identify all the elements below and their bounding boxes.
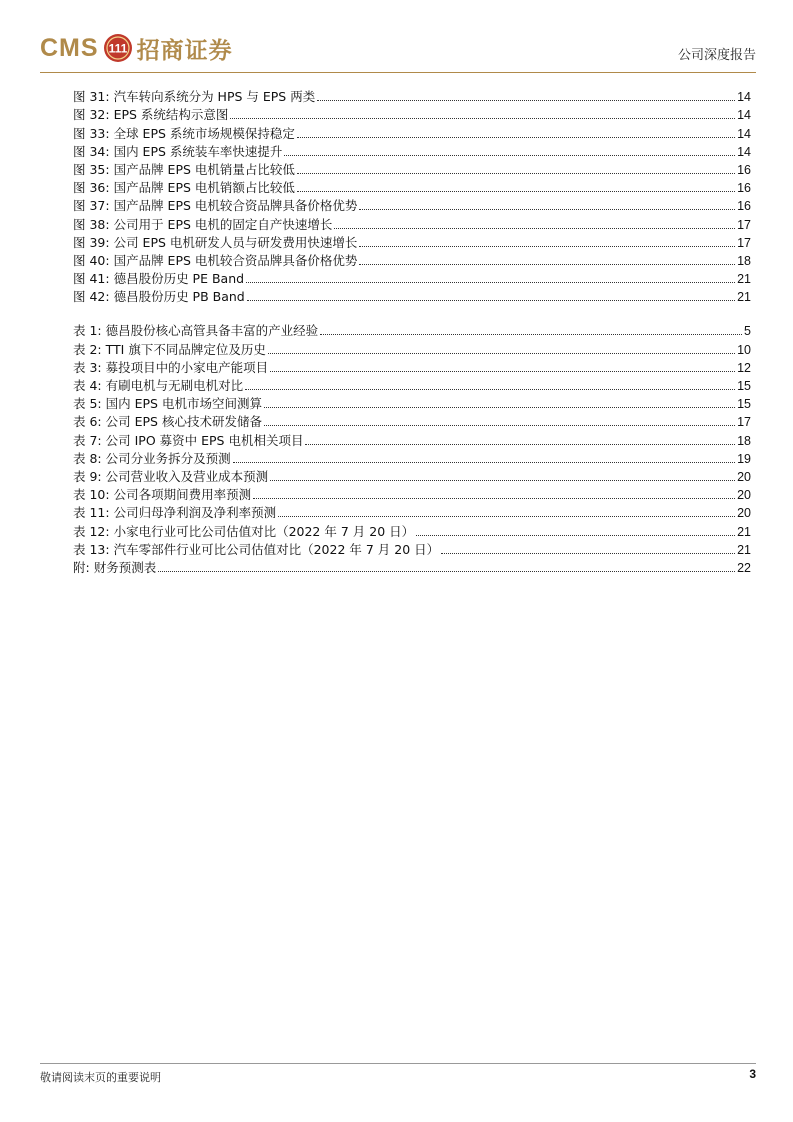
toc-entry-label: 附: (73, 559, 90, 575)
toc-entry-title (73, 524, 414, 540)
toc-entry-text: 国产品牌 EPS 电机较合资品牌具备价格优势 (113, 198, 358, 214)
toc-entry[interactable] (73, 123, 751, 141)
toc-entry-title (73, 469, 268, 485)
toc-leader-dots (359, 264, 735, 265)
toc-entry-title (73, 89, 315, 105)
toc-leader-dots (233, 462, 735, 463)
toc-leader-dots (270, 480, 735, 481)
toc-entry[interactable] (73, 376, 751, 394)
table-list (73, 321, 751, 576)
table-of-contents (73, 87, 751, 576)
toc-entry-page: 14 (737, 144, 751, 159)
toc-entry[interactable] (73, 214, 751, 232)
toc-entry-page: 12 (737, 360, 751, 375)
toc-entry[interactable] (73, 485, 751, 503)
toc-entry-title (73, 144, 282, 160)
toc-leader-dots (297, 173, 735, 174)
toc-entry-page: 21 (737, 272, 751, 287)
toc-entry-text: 小家电行业可比公司估值对比（2022 年 7 月 20 日） (113, 523, 415, 539)
toc-entry-text: 公司 EPS 核心技术研发储备 (105, 414, 262, 430)
toc-entry-page: 21 (737, 524, 751, 539)
toc-entry[interactable] (73, 467, 751, 485)
toc-entry-text: 公司归母净利润及净利率预测 (113, 505, 277, 521)
toc-entry-text: 德昌股份历史 PB Band (113, 289, 245, 305)
toc-entry-label: 表 5: (73, 396, 102, 412)
toc-entry-label: 表 1: (73, 323, 102, 339)
toc-entry-text: 国内 EPS 电机市场空间测算 (105, 396, 262, 412)
toc-entry-label: 图 31: (73, 89, 110, 105)
toc-leader-dots (247, 300, 735, 301)
toc-entry-text: 国内 EPS 系统装车率快速提升 (113, 143, 283, 159)
toc-entry-page: 20 (737, 506, 751, 521)
toc-entry[interactable] (73, 430, 751, 448)
toc-entry-text: 公司用于 EPS 电机的固定自产快速增长 (113, 216, 333, 232)
toc-entry-page: 5 (744, 324, 751, 339)
toc-entry-label: 图 40: (73, 252, 110, 268)
page-header (40, 28, 756, 72)
toc-entry-page: 20 (737, 469, 751, 484)
document-type: 公司深度报告 (677, 48, 756, 63)
toc-leader-dots (297, 137, 735, 138)
toc-leader-dots (359, 246, 735, 247)
toc-entry-title (73, 451, 231, 467)
toc-leader-dots (297, 191, 735, 192)
toc-leader-dots (253, 498, 735, 499)
toc-entry[interactable] (73, 521, 751, 539)
toc-entry-title (73, 289, 245, 305)
toc-entry[interactable] (73, 558, 751, 576)
header-divider (40, 72, 756, 73)
toc-entry-text: 公司营业收入及营业成本预测 (105, 468, 269, 484)
toc-entry[interactable] (73, 287, 751, 305)
toc-entry-page: 18 (737, 253, 751, 268)
logo-latin-text: CMS (40, 33, 99, 62)
toc-entry-label: 图 36: (73, 180, 110, 196)
toc-entry-label: 图 32: (73, 107, 110, 123)
toc-entry-text: TTI 旗下不同品牌定位及历史 (105, 341, 266, 357)
toc-entry-label: 表 9: (73, 468, 102, 484)
toc-entry-page: 18 (737, 433, 751, 448)
toc-entry-title (73, 342, 266, 358)
toc-entry-label: 图 38: (73, 216, 110, 232)
toc-leader-dots (441, 553, 735, 554)
toc-entry[interactable] (73, 196, 751, 214)
toc-entry-title (73, 542, 439, 558)
toc-leader-dots (334, 228, 735, 229)
toc-entry-text: 公司 EPS 电机研发人员与研发费用快速增长 (113, 234, 358, 250)
logo-chinese-text: 招商证券 (136, 36, 233, 64)
toc-entry-title (73, 253, 357, 269)
toc-entry-title (73, 217, 332, 233)
toc-entry-page: 15 (737, 397, 751, 412)
toc-entry-label: 表 7: (73, 432, 102, 448)
toc-entry-text: 公司各项期间费用率预测 (113, 487, 252, 503)
toc-entry-page: 19 (737, 451, 751, 466)
toc-entry-label: 表 2: (73, 341, 102, 357)
toc-entry-title (73, 162, 295, 178)
toc-entry-page: 17 (737, 217, 751, 232)
toc-leader-dots (359, 209, 735, 210)
toc-entry-label: 图 42: (73, 289, 110, 305)
toc-entry-text: 国产品牌 EPS 电机较合资品牌具备价格优势 (113, 252, 358, 268)
toc-entry-label: 表 8: (73, 450, 102, 466)
toc-entry-text: 德昌股份历史 PE Band (113, 271, 245, 287)
toc-leader-dots (158, 571, 735, 572)
toc-leader-dots (305, 444, 735, 445)
toc-entry-label: 图 37: (73, 198, 110, 214)
toc-entry-label: 表 4: (73, 378, 102, 393)
toc-entry-title (73, 378, 243, 394)
toc-entry-page: 17 (737, 235, 751, 250)
toc-entry[interactable] (73, 87, 751, 105)
toc-entry[interactable] (73, 540, 751, 558)
toc-entry-title (73, 198, 357, 214)
toc-entry[interactable] (73, 142, 751, 160)
toc-entry[interactable] (73, 339, 751, 357)
toc-entry-title (73, 126, 295, 142)
toc-entry-page: 16 (737, 162, 751, 177)
toc-entry-title (73, 180, 295, 196)
toc-entry-text: 汽车转向系统分为 HPS 与 EPS 两类 (113, 89, 316, 105)
toc-entry[interactable] (73, 269, 751, 287)
toc-leader-dots (245, 389, 735, 390)
toc-entry[interactable] (73, 358, 751, 376)
toc-entry-page: 14 (737, 108, 751, 123)
toc-entry-page: 22 (737, 560, 751, 575)
toc-leader-dots (317, 100, 735, 101)
toc-entry-page: 17 (737, 415, 751, 430)
toc-entry-title (73, 360, 268, 376)
toc-entry-title (73, 323, 318, 339)
toc-entry-text: 全球 EPS 系统市场规模保持稳定 (113, 125, 295, 141)
toc-entry[interactable] (73, 178, 751, 196)
toc-entry-text: 国产品牌 EPS 电机销额占比较低 (113, 180, 295, 196)
toc-entry-label: 表 3: (73, 359, 102, 375)
toc-entry-text: 有刷电机与无刷电机对比 (105, 378, 244, 393)
toc-entry-page: 14 (737, 90, 751, 105)
toc-leader-dots (270, 371, 735, 372)
cms-logo-mark-icon (103, 33, 133, 63)
toc-entry-text: 汽车零部件行业可比公司估值对比（2022 年 7 月 20 日） (113, 541, 440, 557)
toc-entry-title (73, 396, 262, 412)
toc-entry-page: 16 (737, 199, 751, 214)
toc-entry-text: EPS 系统结构示意图 (113, 107, 229, 123)
toc-entry-page: 15 (737, 379, 751, 393)
toc-leader-dots (230, 118, 735, 119)
toc-leader-dots (416, 535, 735, 536)
toc-leader-dots (278, 516, 735, 517)
toc-entry[interactable] (73, 503, 751, 521)
page-number: 3 (749, 1067, 756, 1081)
toc-entry-title (73, 107, 228, 123)
toc-leader-dots (268, 353, 735, 354)
toc-entry-text: 募投项目中的小家电产能项目 (105, 359, 269, 375)
toc-entry[interactable] (73, 321, 751, 339)
toc-entry-text: 公司 IPO 募资中 EPS 电机相关项目 (105, 432, 304, 448)
footer-divider (40, 1063, 756, 1064)
toc-entry[interactable] (73, 394, 751, 412)
toc-entry-label: 图 39: (73, 234, 110, 250)
toc-entry[interactable] (73, 105, 751, 123)
toc-entry-label: 表 12: (73, 523, 110, 539)
toc-entry-label: 表 11: (73, 505, 110, 521)
toc-entry[interactable] (73, 412, 751, 430)
toc-entry[interactable] (73, 449, 751, 467)
toc-entry-label: 图 41: (73, 271, 110, 287)
cms-logo (40, 28, 233, 68)
toc-entry-label: 图 35: (73, 161, 110, 177)
toc-entry-page: 16 (737, 181, 751, 196)
toc-entry-page: 21 (737, 542, 751, 557)
toc-entry-label: 表 10: (73, 487, 110, 503)
toc-entry-page: 10 (737, 342, 751, 357)
toc-entry-text: 财务预测表 (93, 559, 157, 575)
toc-entry-page: 21 (737, 290, 751, 305)
toc-entry-page: 14 (737, 126, 751, 141)
toc-entry-title (73, 433, 303, 449)
toc-entry[interactable] (73, 160, 751, 178)
figure-list (73, 87, 751, 305)
toc-entry[interactable] (73, 251, 751, 269)
toc-entry-title (73, 271, 244, 287)
toc-leader-dots (320, 334, 742, 335)
toc-entry-page: 20 (737, 488, 751, 503)
logo-mark-text: 111 (108, 41, 127, 56)
toc-leader-dots (264, 407, 735, 408)
toc-entry[interactable] (73, 233, 751, 251)
toc-entry-title (73, 560, 156, 576)
toc-entry-title (73, 414, 262, 430)
toc-entry-label: 表 13: (73, 541, 110, 557)
toc-entry-title (73, 487, 251, 503)
toc-leader-dots (284, 155, 735, 156)
toc-entry-label: 图 34: (73, 143, 110, 159)
footer-disclaimer-note: 敬请阅读末页的重要说明 (40, 1071, 161, 1084)
toc-entry-title (73, 235, 357, 251)
toc-entry-text: 德昌股份核心高管具备丰富的产业经验 (105, 323, 319, 339)
toc-entry-text: 国产品牌 EPS 电机销量占比较低 (113, 161, 295, 177)
toc-leader-dots (264, 425, 735, 426)
toc-entry-text: 公司分业务拆分及预测 (105, 450, 231, 466)
toc-leader-dots (246, 282, 735, 283)
toc-entry-label: 表 6: (73, 414, 102, 430)
toc-entry-title (73, 505, 276, 521)
toc-entry-label: 图 33: (73, 125, 110, 141)
